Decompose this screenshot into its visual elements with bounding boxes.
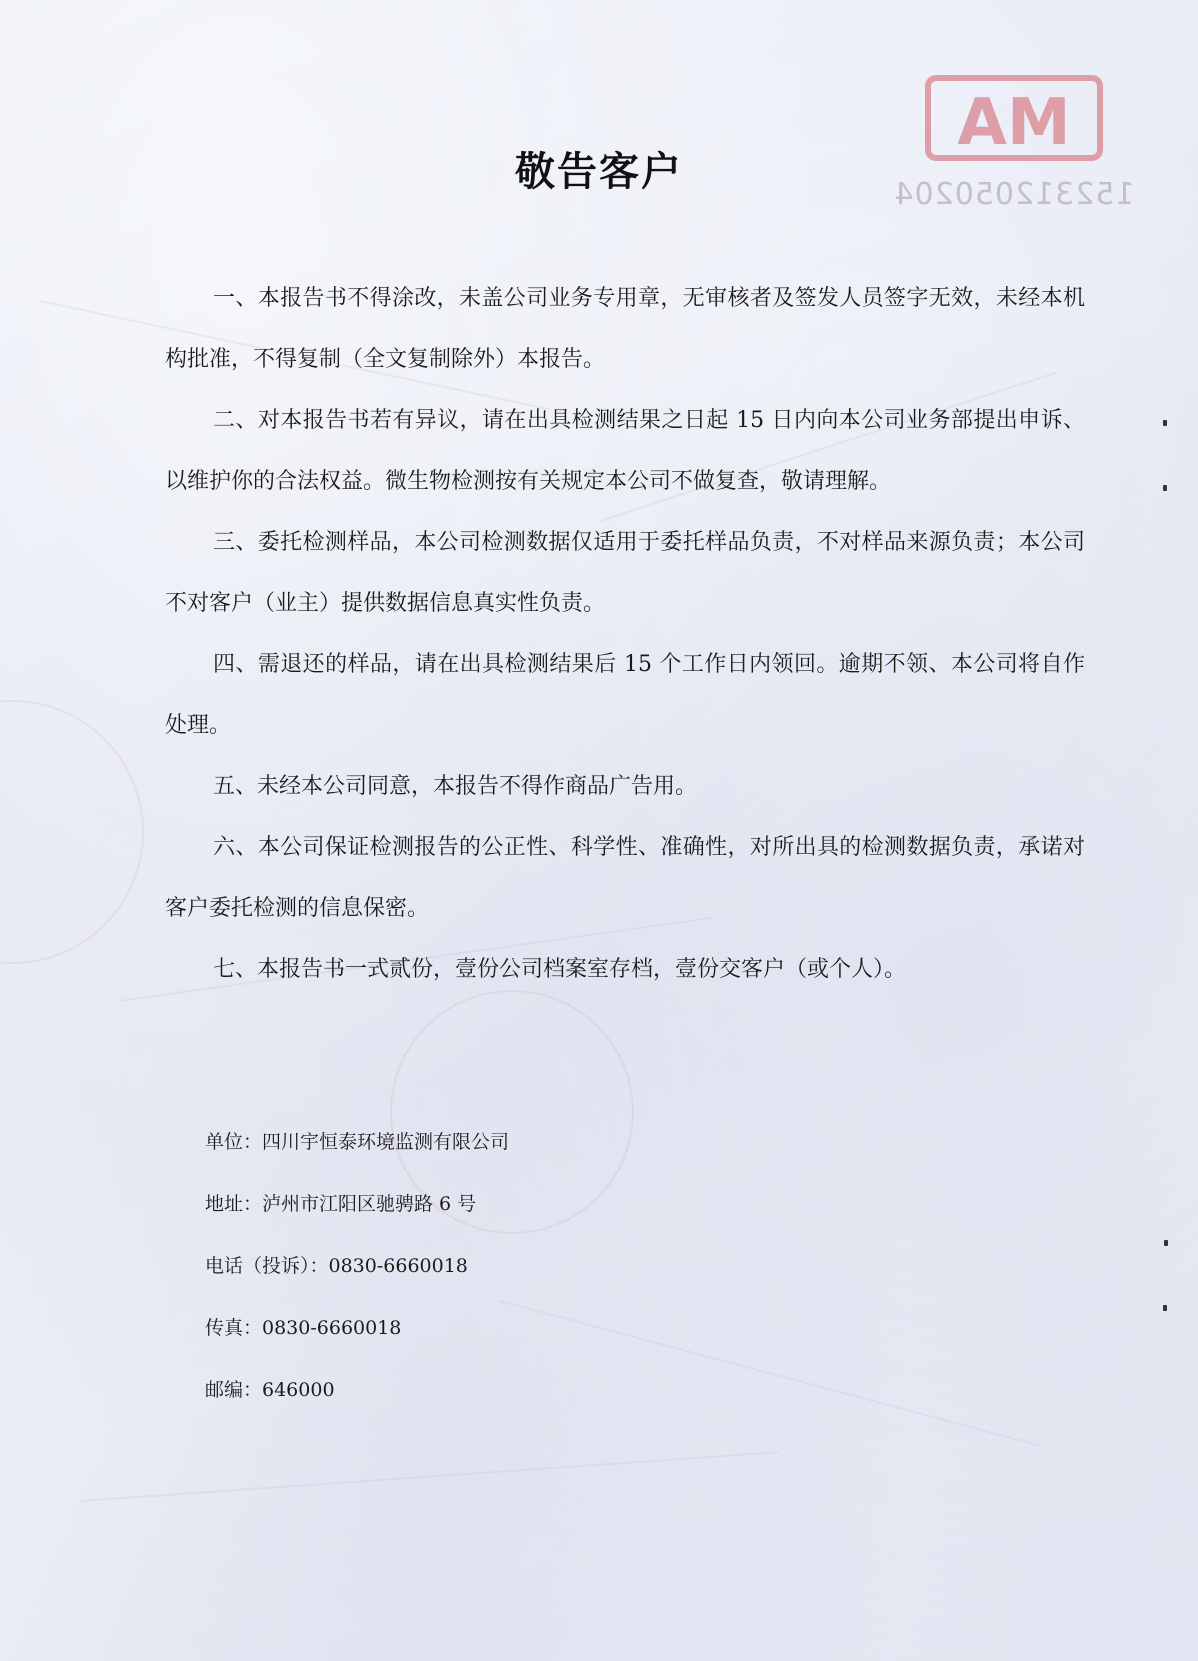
binding-mark <box>1164 1240 1168 1246</box>
paper-crease <box>500 1300 1041 1447</box>
contact-phone: 电话（投诉）：0830-6660018 <box>205 1255 468 1277</box>
binding-mark <box>1163 420 1167 426</box>
page-title: 敬告客户 <box>515 148 683 195</box>
notice-paragraph: 七、本报告书一式贰份，壹份公司档案室存档，壹份交客户（或个人）。 <box>213 957 907 982</box>
binding-mark <box>1163 485 1167 491</box>
notice-paragraph: 三、委托检测样品，本公司检测数据仅适用于委托样品负责，不对样品来源负责；本公司不对客户（业主）提供数据信息真实性负责。 <box>165 530 1085 616</box>
contact-postcode: 邮编：646000 <box>205 1379 335 1401</box>
notice-paragraph: 五、未经本公司同意，本报告不得作商品广告用。 <box>213 774 698 799</box>
stamp-logo-text: MA <box>957 86 1071 160</box>
binding-mark <box>1163 1305 1167 1311</box>
paper-crease <box>80 1451 778 1502</box>
contact-fax: 传真：0830-6660018 <box>205 1317 402 1339</box>
contact-unit: 单位：四川宇恒泰环境监测有限公司 <box>205 1131 510 1153</box>
contact-address: 地址：泸州市江阳区驰骋路 6 号 <box>205 1193 477 1215</box>
notice-paragraph: 四、需退还的样品，请在出具检测结果后 15 个工作日内领回。逾期不领、本公司将自作处理。 <box>165 652 1085 738</box>
stamp-number: 152312050204 <box>893 177 1135 212</box>
notice-body <box>165 268 1085 1000</box>
notice-paragraph: 二、对本报告书若有异议，请在出具检测结果之日起 15 日内向本公司业务部提出申诉、以维护你的合法权益。微生物检测按有关规定本公司不做复查，敬请理解。 <box>165 408 1085 494</box>
notice-paragraph: 六、本公司保证检测报告的公正性、科学性、准确性，对所出具的检测数据负责，承诺对客户委托检测的信息保密。 <box>165 835 1085 921</box>
notice-paragraph: 一、本报告书不得涂改，未盖公司业务专用章，无审核者及签发人员签字无效，未经本机构批准，不得复制（全文复制除外）本报告。 <box>165 286 1085 372</box>
faded-seal <box>0 700 144 964</box>
contact-info <box>205 1128 509 1438</box>
